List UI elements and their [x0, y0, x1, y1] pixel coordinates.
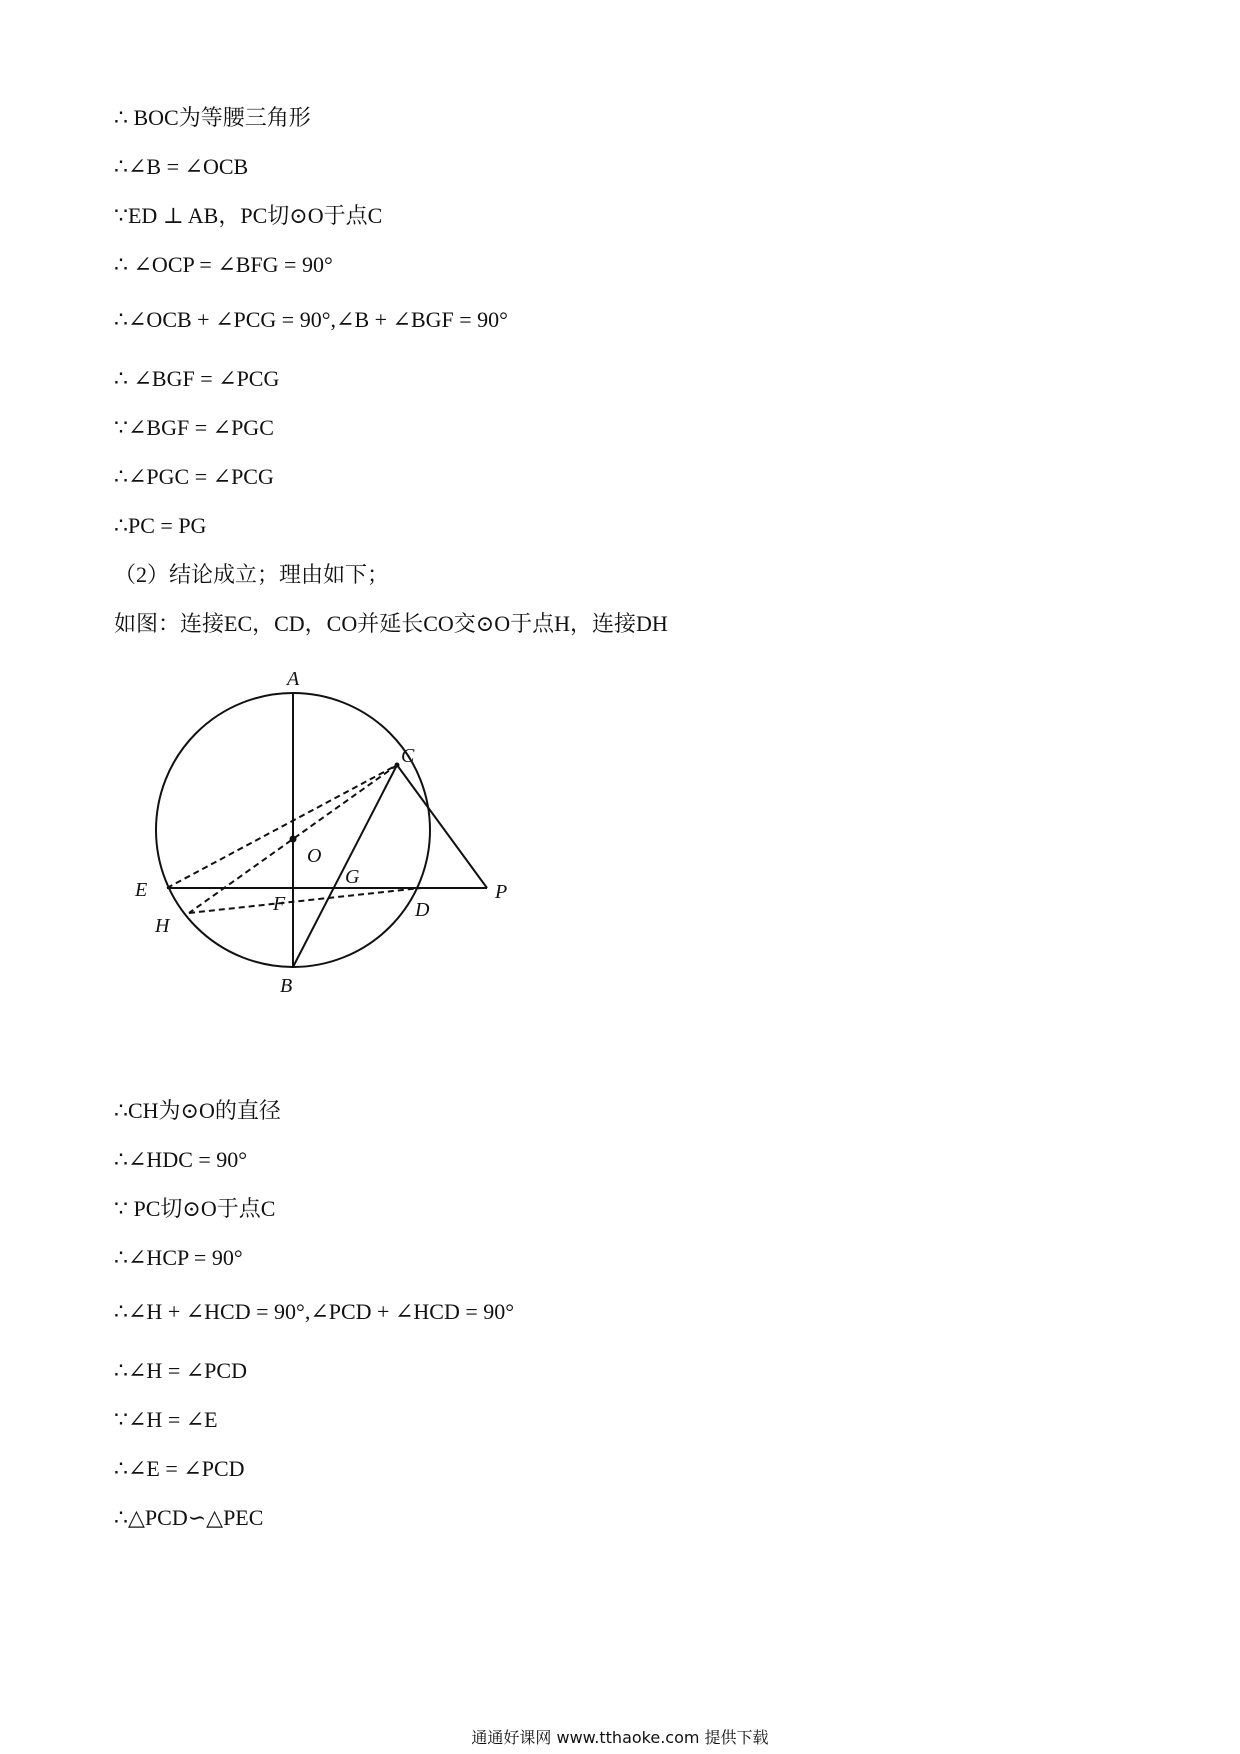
proof-line-2: ∴∠B = ∠OCB [114, 154, 249, 179]
proof-line-10: ∴CH为⊙O的直径 [114, 1098, 281, 1123]
construction-line: 如图：连接EC，CD，CO并延长CO交⊙O于点H，连接DH [114, 611, 668, 636]
proof-line-12: ∵ PC切⊙O于点C [114, 1196, 276, 1221]
label-a: A [287, 668, 300, 690]
label-b: B [280, 975, 293, 997]
geometry-figure [125, 670, 525, 1010]
proof-line-17: ∴∠E = ∠PCD [114, 1456, 245, 1481]
proof-line-14: ∴∠H + ∠HCD = 90°,∠PCD + ∠HCD = 90° [114, 1299, 515, 1324]
proof-line-7: ∵∠BGF = ∠PGC [114, 415, 274, 440]
footer-watermark: 通通好课网 www.tthaoke.com 提供下载 [471, 1728, 769, 1747]
label-g: G [345, 866, 360, 888]
proof-line-5: ∴∠OCB + ∠PCG = 90°,∠B + ∠BGF = 90° [114, 307, 508, 332]
label-o: O [307, 845, 322, 867]
proof-line-13: ∴∠HCP = 90° [114, 1245, 243, 1270]
part2-heading: （2）结论成立；理由如下； [114, 562, 390, 587]
proof-line-18: ∴△PCD∽△PEC [114, 1505, 264, 1530]
label-d: D [415, 899, 430, 921]
proof-line-16: ∵∠H = ∠E [114, 1407, 218, 1432]
proof-line-15: ∴∠H = ∠PCD [114, 1358, 247, 1383]
proof-line-4: ∴ ∠OCP = ∠BFG = 90° [114, 252, 333, 277]
segment-hd [189, 888, 421, 913]
proof-line-3: ∵ED ⊥ AB，PC切⊙O于点C [114, 203, 383, 228]
label-e: E [135, 879, 148, 901]
center-point-o [290, 836, 297, 843]
proof-line-11: ∴∠HDC = 90° [114, 1147, 248, 1172]
proof-line-9: ∴PC = PG [114, 513, 207, 538]
circle-diagram [125, 670, 525, 1010]
proof-line-1: ∴ BOC为等腰三角形 [114, 105, 311, 130]
label-h: H [155, 915, 170, 937]
proof-line-6: ∴ ∠BGF = ∠PCG [114, 366, 280, 391]
proof-line-8: ∴∠PGC = ∠PCG [114, 464, 274, 489]
label-f: F [273, 893, 286, 915]
segment-ec [167, 765, 397, 888]
segment-cp [397, 765, 487, 888]
label-p: P [495, 881, 508, 903]
label-c: C [401, 745, 415, 767]
point-c-dot [395, 763, 400, 768]
